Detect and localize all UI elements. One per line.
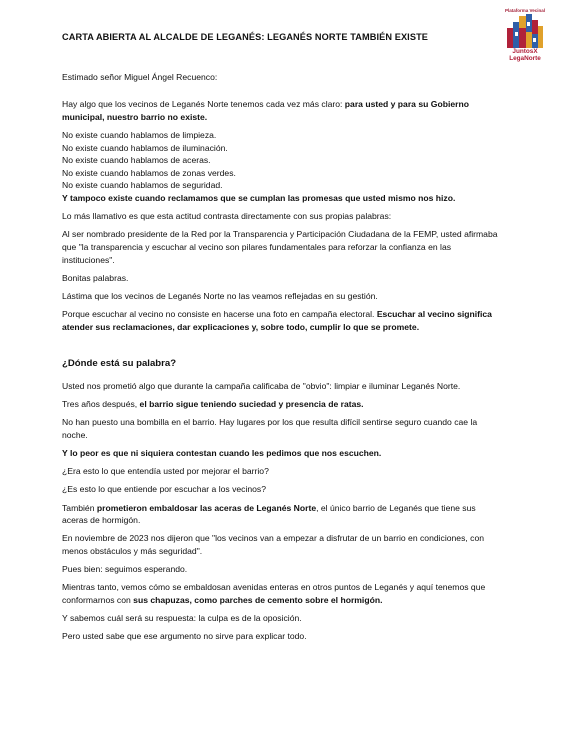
paragraph: Tres años después, el barrio sigue teniendo suciedad y presencia de ratas.	[62, 399, 364, 410]
logo-caption: Plataforma Vecinal	[504, 8, 546, 13]
list-item: No existe cuando hablamos de iluminación.	[62, 142, 228, 153]
paragraph: Lástima que los vecinos de Leganés Norte no las veamos reflejadas en su gestión.	[62, 290, 378, 301]
paragraph: Usted nos prometió algo que durante la campaña calificaba de "obvio": limpiar e iluminar Leganés Norte.	[62, 380, 461, 391]
logo-mosaic-icon	[507, 14, 543, 48]
list-item: Y tampoco existe cuando reclamamos que se cumplan las promesas que usted mismo nos hizo.	[62, 192, 456, 203]
paragraph: Hay algo que los vecinos de Leganés Norte tenemos cada vez más claro: para usted y para su Gobierno municipal, nuestro barrio no existe.	[62, 99, 469, 122]
paragraph: Pero usted sabe que ese argumento no sirve para explicar todo.	[62, 631, 307, 642]
section-heading: ¿Dónde está su palabra?	[62, 358, 177, 370]
paragraph: Mientras tanto, vemos cómo se embaldosan avenidas enteras en otros puntos de Leganés y aquí tenemos que conformarnos con sus chapuzas, como parches de cemento sobre el hormigón.	[62, 582, 486, 605]
letter-body	[62, 71, 502, 648]
paragraph: No han puesto una bombilla en el barrio. Hay lugares por los que resulta difícil sentirse seguro cuando cae la noche.	[62, 417, 478, 440]
paragraph: Y sabemos cuál será su respuesta: la culpa es de la oposición.	[62, 613, 302, 624]
letter-title: CARTA ABIERTA AL ALCALDE DE LEGANÉS: LEGANÉS NORTE TAMBIÉN EXISTE	[62, 32, 429, 42]
logo	[500, 8, 550, 64]
logo-brand: JuntosX LegaNorte	[509, 48, 541, 62]
paragraph: Bonitas palabras.	[62, 272, 129, 283]
paragraph: Y lo peor es que ni siquiera contestan cuando les pedimos que nos escuchen.	[62, 448, 382, 458]
paragraph: ¿Era esto lo que entendía usted por mejorar el barrio?	[62, 466, 269, 477]
paragraph: En noviembre de 2023 nos dijeron que "los vecinos van a empezar a disfrutar de un barrio en condiciones, con menos obstáculos y más seguridad".	[62, 533, 485, 556]
list-item: No existe cuando hablamos de limpieza.	[62, 129, 217, 140]
paragraph: ¿Es esto lo que entiende por escuchar a los vecinos?	[62, 484, 266, 495]
paragraph: Al ser nombrado presidente de la Red por la Transparencia y Participación Ciudadana de la FEMP, usted afirmaba que "la transparencia y escuchar al vecino son pilares fundamentales para reforzar la confianza en las instituciones".	[62, 229, 498, 265]
paragraph: También prometieron embaldosar las aceras de Leganés Norte, el único barrio de Leganés que tiene sus aceras de hormigón.	[62, 502, 476, 526]
no-existe-list	[62, 129, 502, 205]
paragraph: Pues bien: seguimos esperando.	[62, 564, 188, 575]
paragraph: Lo más llamativo es que esta actitud contrasta directamente con sus propias palabras:	[62, 211, 392, 222]
list-item: No existe cuando hablamos de zonas verdes.	[62, 167, 236, 178]
list-item: No existe cuando hablamos de seguridad.	[62, 180, 223, 191]
paragraph: Porque escuchar al vecino no consiste en hacerse una foto en campaña electoral. Escuchar al vecino significa atender sus reclamaciones, dar explicaciones y, sobre todo, cumplir lo que se promete.	[62, 309, 492, 332]
salutation: Estimado señor Miguel Ángel Recuenco:	[62, 72, 218, 82]
list-item: No existe cuando hablamos de aceras.	[62, 155, 211, 166]
